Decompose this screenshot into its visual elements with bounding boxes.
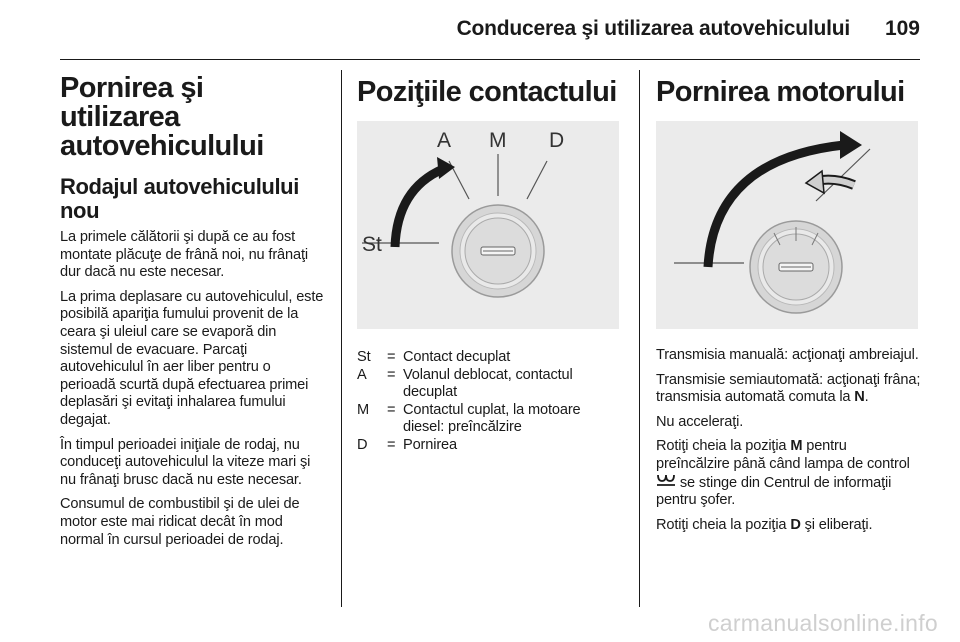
legend-key: St	[357, 349, 371, 365]
column-divider-1	[341, 70, 342, 607]
paragraph	[656, 517, 924, 535]
start-instructions	[656, 347, 924, 534]
column-middle	[357, 60, 625, 455]
legend-equals: =	[387, 436, 396, 453]
position-m: M	[790, 438, 803, 455]
paragraph: Nu acceleraţi.	[656, 413, 744, 430]
legend-equals: =	[387, 349, 396, 365]
ignition-positions-figure	[357, 121, 619, 329]
watermark: carmanualsonline.info	[707, 610, 938, 636]
position-d: D	[790, 516, 801, 533]
legend-key: A	[357, 366, 367, 383]
legend-value: Volanul deblocat, contactul decuplat	[403, 366, 573, 401]
section-heading: Pornirea motorului	[656, 76, 905, 108]
text-span: pentru preîncălzire până când lampa de control	[656, 438, 910, 472]
label-a: A	[437, 129, 452, 152]
glow-plug-icon	[656, 474, 676, 488]
legend-equals: =	[387, 366, 396, 383]
section-heading: Pornirea şi utilizarea autovehiculului	[60, 72, 264, 162]
text-span: se stinge din Centrul de informaţii pentru şofer.	[656, 474, 892, 509]
running-title: Conducerea şi utilizarea autovehiculului	[456, 17, 850, 40]
legend-row	[357, 437, 625, 455]
column-divider-2	[639, 70, 640, 607]
label-d: D	[549, 129, 565, 152]
column-left	[60, 60, 328, 556]
paragraph: Transmisia manuală: acţionaţi ambreiajul.	[656, 347, 919, 363]
legend-value: Pornirea	[403, 436, 457, 453]
paragraph: La prima deplasare cu autovehiculul, este posibilă apariţia fumului provenit de la ceara şi uleiul care se evaporă din sistemul de evacuare. Parcaţi autovehiculul în aer liber pentru o perioadă scurtă după efectuarea primei deplasări şi evitaţi inhalarea fumului degajat.	[60, 288, 324, 428]
legend-row	[357, 402, 625, 437]
text-span: .	[864, 389, 869, 406]
page-header	[0, 0, 960, 60]
paragraph	[656, 438, 924, 509]
text-span: şi eliberaţi.	[800, 516, 873, 533]
text-span: Rotiţi cheia la poziţia	[656, 516, 791, 533]
column-right	[656, 60, 924, 541]
legend-key: M	[357, 401, 370, 418]
engine-start-diagram	[656, 121, 918, 329]
label-st: St	[362, 233, 382, 256]
legend-equals: =	[387, 401, 396, 418]
subsection-heading: Rodajul autovehiculului nou	[60, 174, 299, 223]
paragraph: În timpul perioadei iniţiale de rodaj, nu conduceţi autovehiculul la viteze mari şi nu frânaţi brusc dacă nu este necesar.	[60, 436, 311, 488]
section-heading: Poziţiile contactului	[357, 76, 617, 108]
paragraph: Consumul de combustibil şi de ulei de motor este mai ridicat decât în mod normal în cursul perioadei de rodaj.	[60, 496, 300, 548]
paragraph	[656, 372, 924, 407]
page-number: 109	[884, 17, 920, 40]
paragraph: La primele călătorii şi după ce au fost montate plăcuţe de frână noi, nu frânaţi dur dacă nu este necesar.	[60, 229, 308, 281]
legend-row	[357, 367, 625, 402]
engine-start-figure	[656, 121, 918, 329]
legend-value: Contactul cuplat, la motoare diesel: preîncălzire	[403, 401, 581, 436]
legend-value: Contact decuplat	[403, 349, 511, 365]
text-span: Rotiţi cheia la poziţia	[656, 438, 791, 455]
legend-row	[357, 349, 625, 367]
gear-n: N	[854, 389, 865, 406]
label-m: M	[489, 129, 507, 152]
legend-key: D	[357, 436, 368, 453]
position-legend	[357, 349, 625, 455]
text-span: Transmisie semiautomată: acţionaţi frâna; transmisia automată comuta la	[656, 371, 921, 406]
ignition-diagram	[357, 121, 619, 329]
